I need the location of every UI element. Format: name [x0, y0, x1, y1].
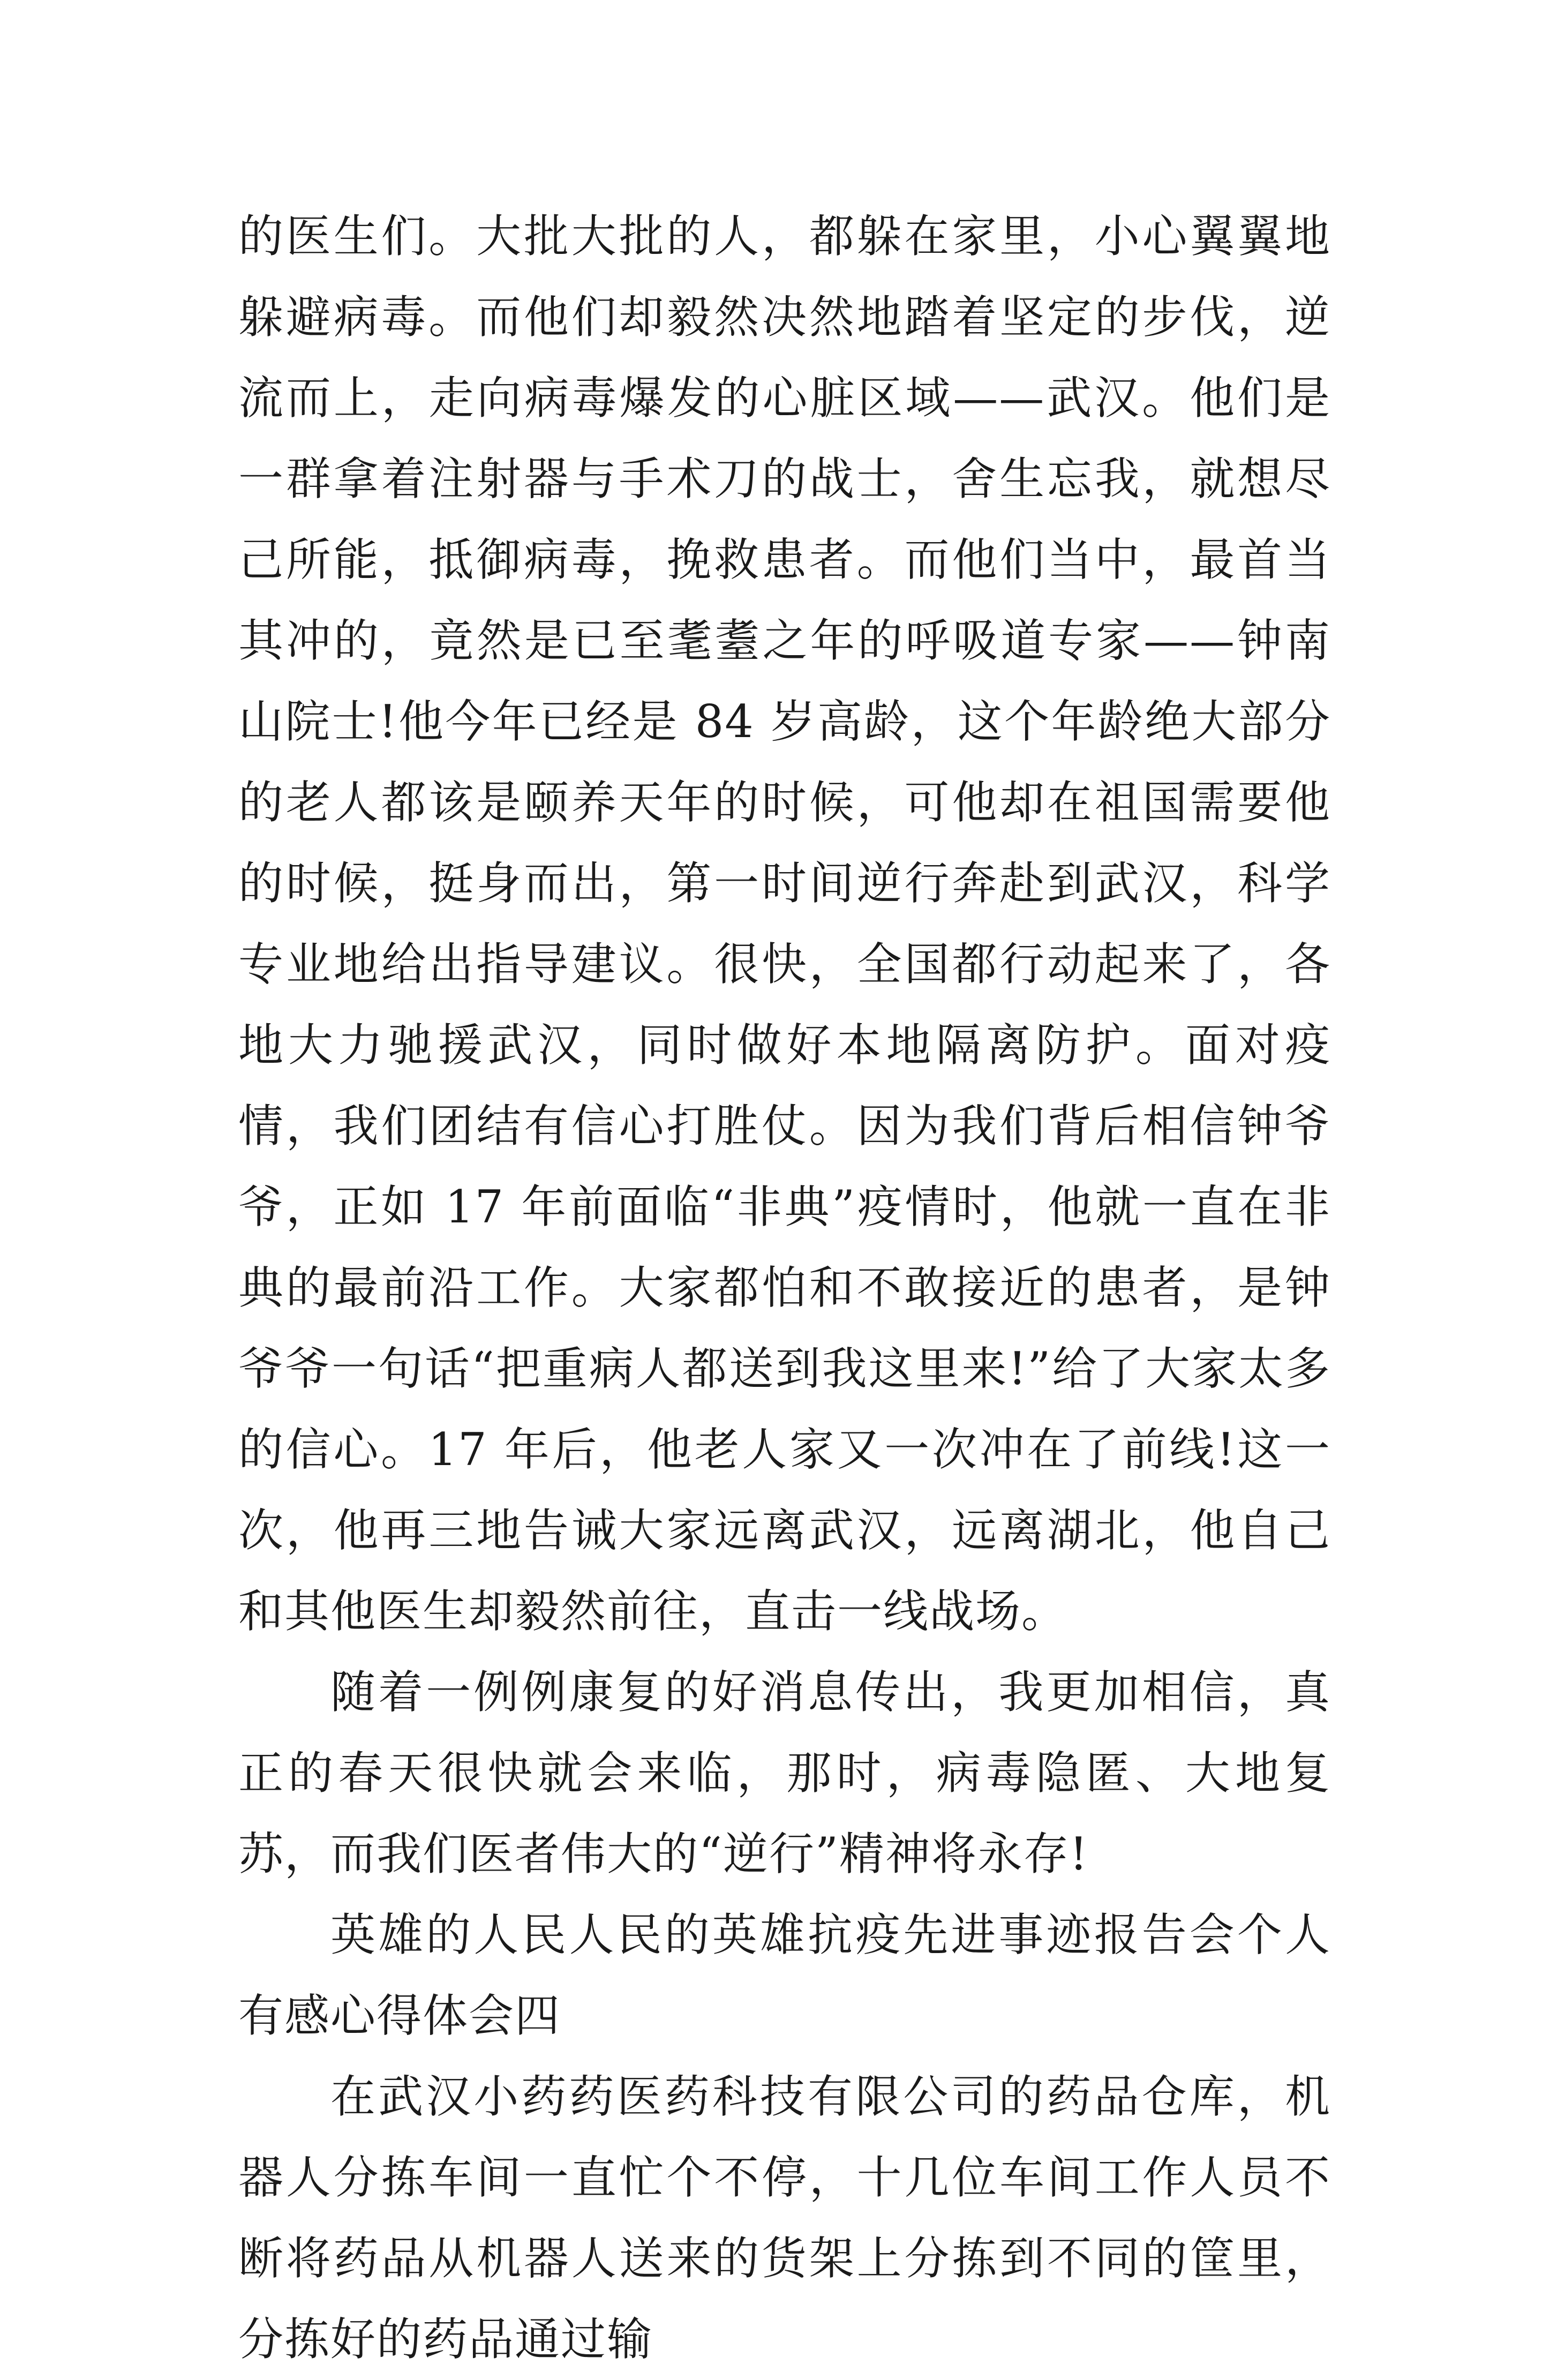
section-title: 英雄的人民人民的英雄抗疫先进事迹报告会个人有感心得体会四 — [238, 1909, 1331, 2042]
document-body — [238, 196, 1331, 2380]
paragraph-warehouse: 在武汉小药药医药科技有限公司的药品仓库，机器人分拣车间一直忙个不停，十几位车间工作人员不断将药品从机器人送来的货架上分拣到不同的筐里，分拣好的药品通过输 — [238, 2070, 1331, 2366]
paragraph-continued: 的医生们。大批大批的人，都躲在家里，小心翼翼地躲避病毒。而他们却毅然决然地踏着坚定的步伐，逆流而上，走向病毒爆发的心脏区域——武汉。他们是一群拿着注射器与手术刀的战士，舍生忘我，就想尽己所能，抵御病毒，挽救患者。而他们当中，最首当其冲的，竟然是已至耄耋之年的呼吸道专家——钟南山院士!他今年已经是 84 岁高龄，这个年龄绝大部分的老人都该是颐养天年的时候，可他却在祖国需要他的时候，挺身而出，第一时间逆行奔赴到武汉，科学专业地给出指导建议。很快，全国都行动起来了，各地大力驰援武汉，同时做好本地隔离防护。面对疫情，我们团结有信心打胜仗。因为我们背后相信钟爷爷，正如 17 年前面临“非典”疫情时，他就一直在非典的最前沿工作。大家都怕和不敢接近的患者，是钟爷爷一句话“把重病人都送到我这里来!”给了大家太多的信心。17 年后，他老人家又一次冲在了前线!这一次，他再三地告诫大家远离武汉，远离湖北，他自己和其他医生却毅然前往，直击一线战场。 — [238, 210, 1331, 1638]
paragraph-recovery-news: 随着一例例康复的好消息传出，我更加相信，真正的春天很快就会来临，那时，病毒隐匿、大地复苏，而我们医者伟大的“逆行”精神将永存! — [238, 1666, 1331, 1880]
